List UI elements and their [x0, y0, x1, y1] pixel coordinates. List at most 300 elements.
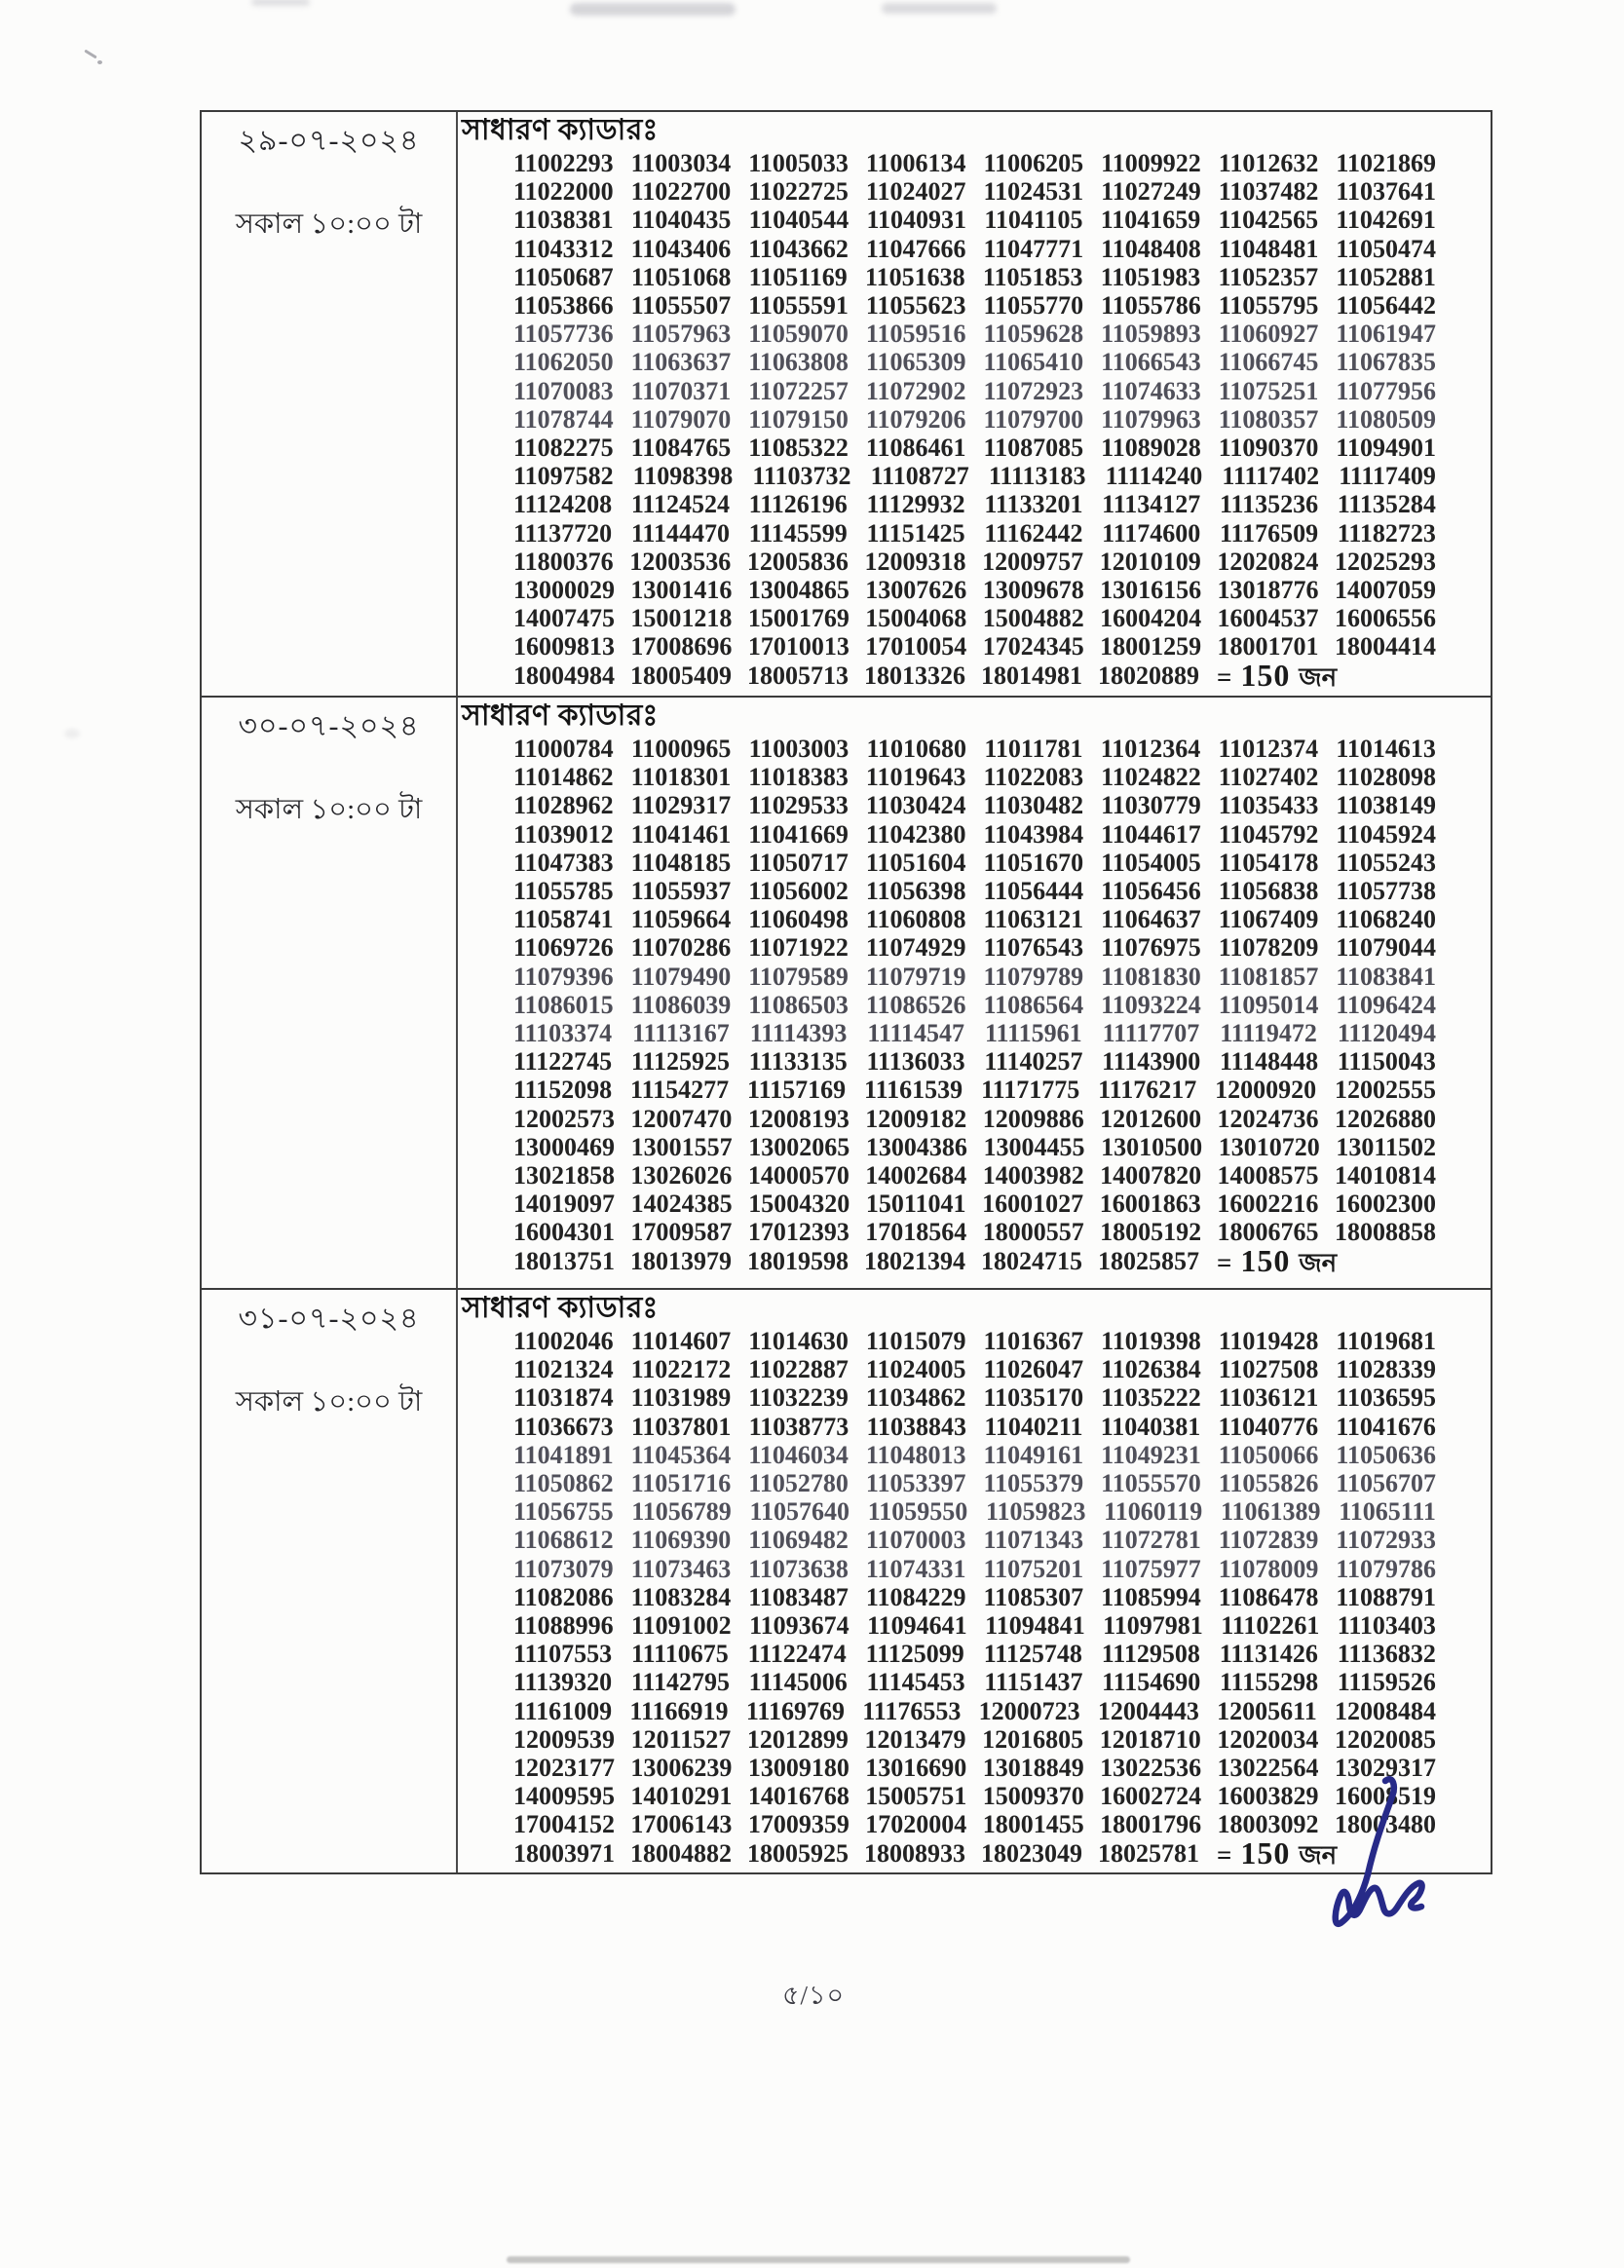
- roll-number: 11011781: [984, 735, 1083, 763]
- roll-number: 15001218: [630, 604, 733, 633]
- roll-number: 11069390: [630, 1526, 732, 1555]
- roll-number: 11050717: [748, 848, 849, 877]
- roll-number: 11120494: [1337, 1019, 1436, 1048]
- roll-number: 11056444: [983, 877, 1084, 906]
- roll-number: 12012899: [746, 1724, 849, 1754]
- roll-number: 11086039: [630, 990, 732, 1019]
- roll-number: 11059664: [630, 905, 732, 934]
- roll-number: 15011041: [865, 1190, 966, 1219]
- roll-number: 11080357: [1218, 404, 1319, 434]
- roll-number: 11057736: [513, 320, 614, 349]
- roll-number: 18023049: [981, 1838, 1082, 1868]
- roll-number: 11019643: [865, 763, 966, 792]
- roll-row: [513, 1383, 1436, 1412]
- roll-number: 18003971: [513, 1838, 615, 1868]
- roll-number: 11086526: [865, 990, 966, 1019]
- roll-number: 11084765: [630, 434, 732, 463]
- roll-number: 13004455: [983, 1132, 1085, 1161]
- roll-list: [458, 1290, 1491, 1872]
- roll-number: 11041105: [984, 206, 1083, 235]
- roll-row: [513, 1782, 1436, 1810]
- roll-number: 11086564: [983, 990, 1084, 1019]
- roll-number: 11051716: [630, 1469, 732, 1498]
- roll-number: 11022172: [630, 1355, 732, 1384]
- roll-rows: [460, 148, 1491, 692]
- roll-number: 11054178: [1218, 848, 1319, 877]
- roll-row: [513, 1133, 1436, 1161]
- roll-number: 11151437: [984, 1668, 1083, 1697]
- roll-number: 11157169: [747, 1076, 847, 1105]
- roll-number: 11078209: [1218, 933, 1319, 963]
- roll-number: 11103374: [513, 1019, 613, 1048]
- roll-number: 15001769: [747, 604, 850, 633]
- roll-number: 11125925: [630, 1047, 730, 1077]
- roll-number: 14007820: [1100, 1161, 1202, 1191]
- roll-number: 11154690: [1102, 1668, 1201, 1697]
- roll-number: 11079719: [865, 962, 966, 991]
- roll-row: [513, 263, 1436, 291]
- roll-list: [458, 698, 1491, 1288]
- roll-number: 11131426: [1219, 1640, 1318, 1669]
- roll-number: 12018710: [1099, 1724, 1201, 1754]
- roll-number: 11139320: [513, 1668, 613, 1697]
- total-count: 150: [1240, 1834, 1291, 1871]
- roll-row: [513, 1526, 1436, 1554]
- roll-number: 11079700: [983, 404, 1084, 434]
- roll-number: 11078744: [513, 404, 614, 434]
- roll-number: 17010054: [865, 632, 967, 662]
- roll-number: 18003092: [1217, 1810, 1319, 1839]
- roll-number: 11117402: [1222, 462, 1320, 491]
- roll-number: 11081857: [1218, 962, 1319, 991]
- schedule-section: [202, 112, 1491, 698]
- roll-number: 11083284: [630, 1582, 732, 1611]
- session-info: [202, 698, 458, 1288]
- roll-number: 18008858: [1334, 1218, 1436, 1247]
- roll-number: 11012374: [1218, 735, 1319, 763]
- roll-number: 13001416: [630, 576, 733, 605]
- roll-number: 11083487: [748, 1582, 849, 1611]
- roll-number: 11050636: [1336, 1440, 1436, 1469]
- roll-number: 18013751: [513, 1246, 615, 1275]
- roll-number: 11042565: [1218, 206, 1319, 235]
- roll-number: 11142795: [630, 1668, 730, 1697]
- roll-number: 11082086: [513, 1582, 614, 1611]
- roll-number: 18024715: [981, 1246, 1082, 1275]
- roll-number: 11042380: [865, 819, 966, 849]
- roll-number: 11043662: [748, 234, 849, 263]
- roll-number: 11059893: [1101, 320, 1201, 349]
- roll-number: 14002684: [865, 1161, 967, 1191]
- roll-row: [513, 1019, 1436, 1047]
- roll-number: 11018301: [630, 763, 732, 792]
- roll-row: [513, 1190, 1436, 1218]
- roll-number: 11088996: [513, 1611, 614, 1641]
- roll-number: 11097582: [513, 462, 614, 491]
- roll-number: 11052357: [1218, 262, 1319, 291]
- roll-number: 11125099: [865, 1640, 964, 1669]
- roll-number: 11050474: [1336, 234, 1436, 263]
- roll-number: 11137720: [513, 518, 613, 548]
- roll-number: 11014630: [748, 1327, 849, 1355]
- roll-number: 11086015: [513, 990, 614, 1019]
- roll-number: 11022700: [630, 177, 732, 207]
- roll-number: 13011502: [1336, 1132, 1436, 1161]
- roll-row: [513, 791, 1436, 819]
- roll-row: [513, 735, 1436, 763]
- roll-number: 11090370: [1218, 434, 1319, 463]
- roll-number: 11051670: [983, 848, 1084, 877]
- roll-number: 11022000: [513, 177, 614, 207]
- roll-number: 11103732: [752, 462, 851, 491]
- roll-number: 17004152: [513, 1810, 615, 1839]
- roll-number: 18008933: [864, 1838, 965, 1868]
- roll-number: 11030482: [983, 791, 1084, 820]
- roll-number: 12011527: [630, 1724, 732, 1754]
- roll-number: 11129932: [866, 490, 965, 519]
- roll-number: 11085994: [1101, 1582, 1201, 1611]
- roll-number: 11064637: [1101, 905, 1201, 934]
- roll-number: 11110675: [631, 1640, 729, 1669]
- roll-number: 18014981: [981, 661, 1082, 690]
- roll-number: 11102261: [1221, 1611, 1320, 1641]
- roll-number: 11174600: [1102, 518, 1201, 548]
- roll-number: 13009180: [747, 1754, 850, 1783]
- roll-number: 18001701: [1217, 632, 1319, 662]
- category-header: সাধারণ ক্যাডারঃ: [462, 114, 659, 146]
- roll-row: [513, 206, 1436, 234]
- roll-number: 11079789: [983, 962, 1084, 991]
- roll-number: 11114393: [749, 1019, 848, 1048]
- scan-smudge: [64, 729, 80, 738]
- roll-number: 12002573: [513, 1104, 615, 1133]
- roll-number: 11113183: [988, 462, 1086, 491]
- roll-number: 11015079: [865, 1327, 966, 1355]
- roll-number: 11040435: [630, 206, 732, 235]
- roll-number: 11114240: [1105, 462, 1203, 491]
- roll-number: 11041891: [513, 1440, 614, 1469]
- roll-number: 14008575: [1217, 1161, 1319, 1191]
- roll-number: 11075201: [983, 1554, 1084, 1583]
- roll-number: 11072923: [983, 376, 1084, 405]
- exam-schedule-table: [200, 110, 1492, 1874]
- roll-number: 11052780: [748, 1469, 849, 1498]
- roll-number: 11055243: [1336, 848, 1436, 877]
- roll-number: 11067835: [1336, 348, 1436, 377]
- roll-number: 11063121: [983, 905, 1084, 934]
- roll-number: 14010291: [630, 1782, 733, 1811]
- schedule-section: [202, 1290, 1491, 1872]
- roll-number: 11115961: [984, 1019, 1082, 1048]
- roll-number: 11151425: [866, 518, 965, 548]
- total-eq: =: [1217, 662, 1232, 692]
- roll-number: 16002724: [1100, 1782, 1202, 1811]
- roll-number: 12008193: [747, 1104, 850, 1133]
- roll-number: 11145453: [866, 1668, 965, 1697]
- roll-number: 18005713: [747, 661, 849, 690]
- roll-number: 11014862: [513, 763, 614, 792]
- roll-row: [513, 1413, 1436, 1441]
- roll-row: [513, 905, 1436, 933]
- roll-row: [513, 519, 1436, 548]
- roll-row: [513, 820, 1436, 849]
- roll-number: 12024736: [1217, 1104, 1319, 1133]
- roll-number: 11056838: [1218, 877, 1319, 906]
- roll-number: 11030779: [1101, 791, 1201, 820]
- roll-number: 11126196: [748, 490, 848, 519]
- roll-number: 18005409: [630, 661, 732, 690]
- roll-number: 11027249: [1101, 177, 1201, 207]
- roll-number: 15004882: [982, 604, 1084, 633]
- session-date: ৩১-০৭-২০২৪: [238, 1303, 420, 1335]
- roll-number: 15005751: [865, 1782, 967, 1811]
- roll-number: 11055786: [1101, 291, 1201, 321]
- roll-number: 11176509: [1219, 518, 1319, 548]
- roll-number: 11022887: [748, 1355, 849, 1384]
- roll-number: 11034862: [865, 1383, 966, 1413]
- roll-number: 12025293: [1334, 547, 1436, 576]
- roll-number: 11073638: [748, 1554, 849, 1583]
- roll-number: 11055937: [630, 877, 732, 906]
- roll-row: [513, 548, 1436, 576]
- roll-number: 11086461: [865, 434, 966, 463]
- roll-number: 18005925: [747, 1838, 849, 1868]
- session-time: সকাল ১০:০০ টা: [235, 208, 423, 240]
- roll-number: 11022725: [748, 177, 849, 207]
- roll-number: 16008519: [1334, 1782, 1436, 1811]
- roll-number: 11057963: [630, 320, 732, 349]
- roll-number: 11024822: [1101, 763, 1201, 792]
- roll-number: 16004204: [1100, 604, 1202, 633]
- roll-number: 11000965: [630, 735, 732, 763]
- roll-number: 11036121: [1218, 1383, 1319, 1413]
- roll-number: 11119472: [1220, 1019, 1317, 1048]
- roll-number: 11083841: [1336, 962, 1436, 991]
- roll-row: [513, 877, 1436, 905]
- roll-number: 11024531: [983, 177, 1084, 207]
- roll-number: 12010109: [1099, 547, 1201, 576]
- roll-number: 11043984: [983, 819, 1084, 849]
- roll-number: 11068612: [513, 1526, 614, 1555]
- roll-number: 11079396: [513, 962, 614, 991]
- roll-number: 11161539: [864, 1076, 963, 1105]
- category-header: সাধারণ ক্যাডারঃ: [462, 1292, 659, 1324]
- roll-number: 11171775: [981, 1076, 1080, 1105]
- roll-number: 11088791: [1336, 1582, 1436, 1611]
- roll-number: 11050687: [513, 262, 614, 291]
- roll-number: 11051638: [865, 262, 965, 291]
- roll-number: 11048481: [1218, 234, 1319, 263]
- roll-number: 11114547: [867, 1019, 965, 1048]
- roll-number: 11012364: [1100, 735, 1201, 763]
- roll-number: 17006143: [630, 1810, 733, 1839]
- roll-number: 11045364: [630, 1440, 732, 1469]
- session-time: সকাল ১০:০০ টা: [235, 1386, 423, 1418]
- roll-number: 11060927: [1218, 320, 1319, 349]
- footer-page-number: ৫/১০: [781, 1981, 846, 2010]
- roll-number: 11093674: [749, 1611, 850, 1641]
- roll-number: 12000920: [1215, 1076, 1317, 1105]
- roll-number: 11161009: [513, 1696, 613, 1725]
- roll-number: 11056755: [513, 1497, 614, 1527]
- roll-number: 17009359: [747, 1810, 850, 1839]
- roll-number: 16001863: [1099, 1190, 1201, 1219]
- roll-number: 13026026: [630, 1161, 733, 1191]
- roll-number: 13021858: [513, 1161, 615, 1191]
- roll-number: 11800376: [513, 547, 614, 576]
- roll-number: 13016156: [1100, 576, 1202, 605]
- roll-number: 13010720: [1218, 1132, 1320, 1161]
- roll-rows: [460, 1326, 1491, 1870]
- roll-number: 11070286: [630, 933, 732, 963]
- roll-row: [513, 1327, 1436, 1355]
- roll-number: 11057738: [1336, 877, 1436, 906]
- roll-number: 11070083: [513, 376, 614, 405]
- roll-number: 11035170: [983, 1383, 1084, 1413]
- roll-number: 11086503: [748, 990, 849, 1019]
- roll-number: 11056789: [631, 1497, 732, 1527]
- roll-row: [513, 1076, 1436, 1104]
- roll-number: 11079070: [630, 404, 732, 434]
- roll-number: 15009370: [982, 1782, 1084, 1811]
- roll-number: 11113167: [632, 1019, 730, 1048]
- roll-number: 18025781: [1098, 1838, 1199, 1868]
- total-eq: =: [1217, 1839, 1232, 1870]
- roll-number: 13016690: [865, 1754, 967, 1783]
- roll-number: 11169769: [745, 1696, 845, 1725]
- roll-number: 11085322: [748, 434, 849, 463]
- roll-row: [513, 1611, 1436, 1640]
- roll-number: 13018849: [982, 1754, 1084, 1783]
- roll-number: 11038381: [513, 206, 614, 235]
- roll-number: 11074331: [865, 1554, 966, 1583]
- roll-number: 11055379: [983, 1469, 1084, 1498]
- category-header: সাধারণ ক্যাডারঃ: [462, 699, 659, 732]
- roll-number: 16006556: [1334, 604, 1436, 633]
- scan-streak: [507, 2256, 1130, 2263]
- roll-number: 11055507: [630, 291, 732, 321]
- roll-number: 11041659: [1100, 206, 1201, 235]
- roll-number: 11065309: [865, 348, 966, 377]
- roll-number: 11086478: [1218, 1582, 1319, 1611]
- roll-number: 11005033: [748, 149, 849, 177]
- roll-number: 11019681: [1336, 1327, 1436, 1355]
- roll-number: 14000570: [747, 1161, 850, 1191]
- roll-number: 11050066: [1218, 1440, 1319, 1469]
- roll-number: 11035222: [1101, 1383, 1201, 1413]
- roll-number: 14019097: [513, 1190, 615, 1219]
- roll-number: 11074633: [1101, 376, 1201, 405]
- roll-number: 11070003: [865, 1526, 966, 1555]
- roll-number: 11045792: [1218, 819, 1319, 849]
- roll-number: 11050862: [513, 1469, 614, 1498]
- roll-number: 11021324: [513, 1355, 614, 1384]
- roll-number: 14024385: [630, 1190, 733, 1219]
- roll-number: 11143900: [1102, 1047, 1201, 1077]
- roll-number: 11009922: [1101, 149, 1201, 177]
- roll-number: 11048185: [630, 848, 732, 877]
- roll-number: 18020889: [1098, 661, 1199, 690]
- roll-number: 11047383: [513, 848, 614, 877]
- roll-number: 11080509: [1336, 404, 1436, 434]
- schedule-section: [202, 698, 1491, 1290]
- roll-number: 11079589: [748, 962, 849, 991]
- roll-number: 11042691: [1336, 206, 1436, 235]
- roll-number: 11079963: [1101, 404, 1201, 434]
- roll-row: [513, 763, 1436, 791]
- roll-number: 14007475: [513, 604, 615, 633]
- roll-number: 11052881: [1336, 262, 1436, 291]
- roll-number: 14016768: [747, 1782, 850, 1811]
- roll-number: 11038773: [748, 1412, 850, 1441]
- scan-smudge: [570, 3, 736, 16]
- roll-row: [513, 348, 1436, 376]
- roll-number: 17020004: [865, 1810, 967, 1839]
- roll-number: 11076543: [983, 933, 1084, 963]
- roll-row: [513, 320, 1436, 348]
- roll-row: [513, 1355, 1436, 1383]
- roll-number: 11051068: [630, 262, 732, 291]
- roll-number: 13022564: [1217, 1754, 1319, 1783]
- roll-number: 11056002: [748, 877, 849, 906]
- roll-number: 18025857: [1098, 1246, 1199, 1275]
- roll-number: 11018383: [748, 763, 849, 792]
- roll-number: 11029533: [748, 791, 849, 820]
- roll-number: 11135284: [1337, 490, 1436, 519]
- roll-number: 11040931: [866, 206, 967, 235]
- roll-row: [513, 149, 1436, 177]
- roll-number: 11040544: [748, 206, 850, 235]
- roll-number: 11063637: [630, 348, 732, 377]
- roll-number: 12005836: [746, 547, 849, 576]
- roll-number: 11075251: [1218, 376, 1319, 405]
- roll-number: 11072781: [1101, 1526, 1201, 1555]
- roll-number: 11051983: [1100, 262, 1201, 291]
- roll-row: [513, 849, 1436, 877]
- roll-row: [513, 1583, 1436, 1611]
- roll-number: 11145599: [748, 518, 848, 548]
- roll-number: 13010500: [1101, 1132, 1203, 1161]
- roll-number: 11089028: [1101, 434, 1201, 463]
- roll-number: 11176217: [1098, 1076, 1197, 1105]
- roll-number: 13001557: [630, 1132, 733, 1161]
- roll-number: 14009595: [513, 1782, 615, 1811]
- roll-number: 11037482: [1218, 177, 1319, 207]
- session-info: [202, 112, 458, 696]
- roll-number: 11075977: [1101, 1554, 1201, 1583]
- roll-number: 11136033: [866, 1047, 965, 1077]
- roll-number: 11125748: [983, 1640, 1082, 1669]
- roll-number: 11069482: [748, 1526, 849, 1555]
- roll-number: 11084229: [865, 1582, 966, 1611]
- roll-number: 11108727: [870, 462, 969, 491]
- roll-number: 11079490: [630, 962, 732, 991]
- roll-row: [513, 1047, 1436, 1076]
- roll-number: 18004882: [630, 1838, 732, 1868]
- roll-number: 12026880: [1334, 1104, 1436, 1133]
- roll-row: [513, 576, 1436, 604]
- roll-number: 16002216: [1217, 1190, 1319, 1219]
- roll-number: 11159526: [1337, 1668, 1436, 1697]
- roll-number: 12012600: [1100, 1104, 1202, 1133]
- roll-row: [513, 657, 1436, 693]
- roll-number: 11117409: [1339, 462, 1436, 491]
- roll-number: 17018564: [865, 1218, 967, 1247]
- roll-number: 11073079: [513, 1554, 614, 1583]
- roll-number: 18013326: [864, 661, 965, 690]
- roll-number: 11061389: [1220, 1497, 1321, 1527]
- roll-row: [513, 1834, 1436, 1871]
